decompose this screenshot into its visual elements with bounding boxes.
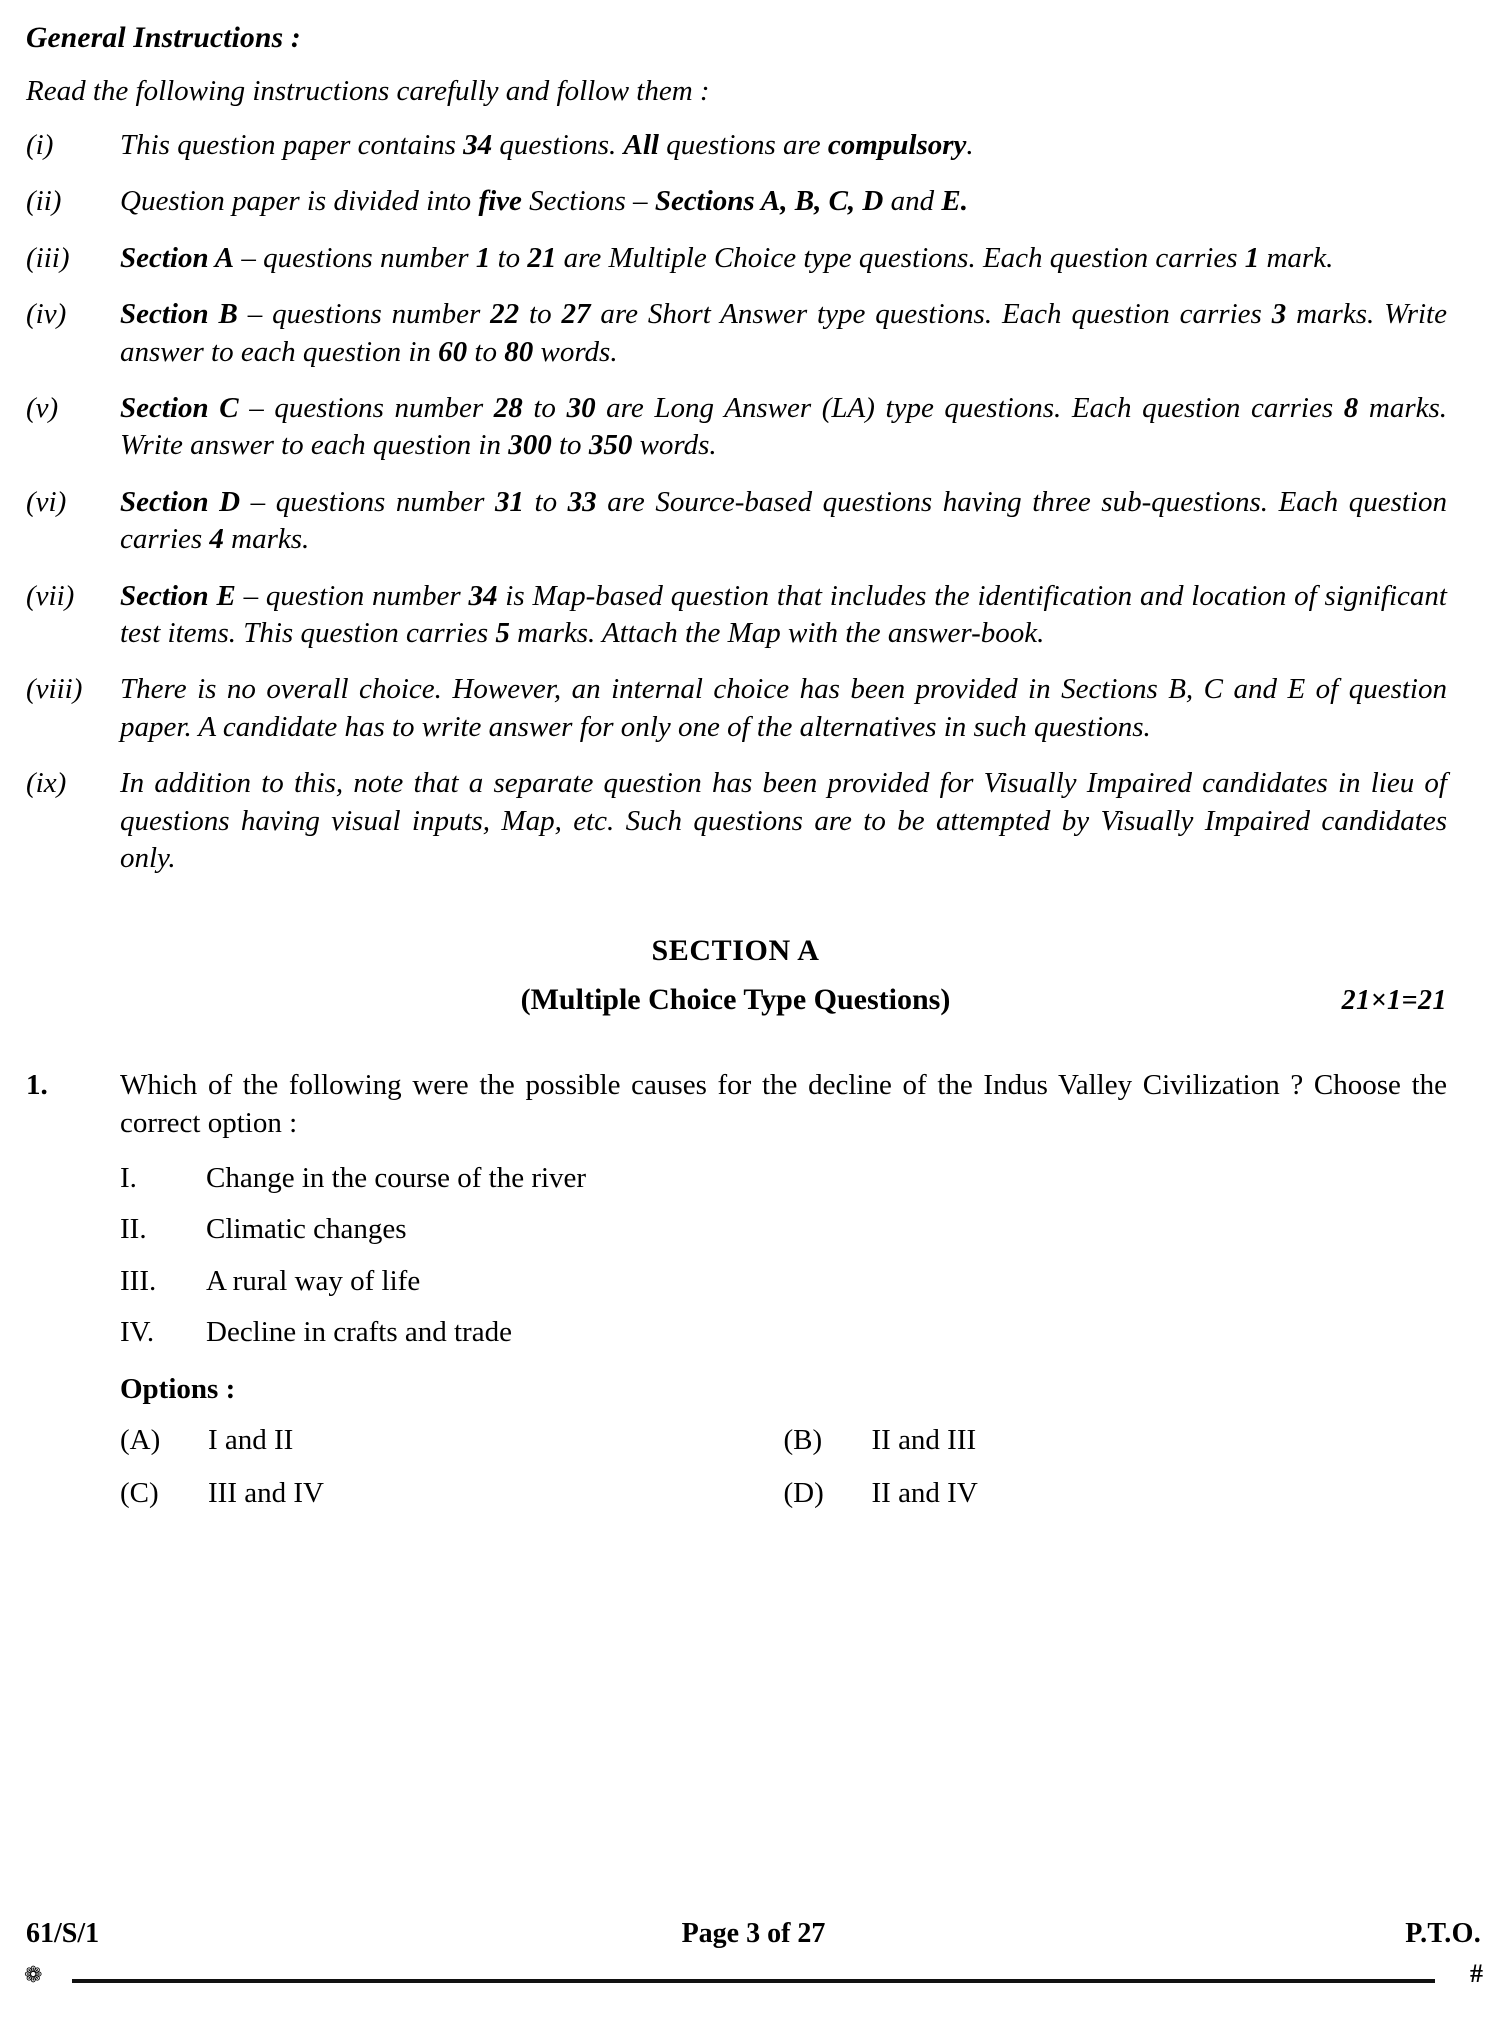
text-run: Section C xyxy=(120,392,239,425)
flower-mark-icon: ❁ xyxy=(24,1962,43,1987)
question-number: 1. xyxy=(26,1068,48,1101)
text-run: is Map-based question that includes the identification and location of significant test items. This question carries xyxy=(120,579,1447,650)
text-run: mark. xyxy=(1259,241,1334,274)
instruction-marker: (vi) xyxy=(26,485,67,518)
text-run: 1 xyxy=(1244,241,1260,274)
option-c[interactable] xyxy=(120,1474,784,1513)
text-run: – question number xyxy=(235,579,469,612)
option-text: II and III xyxy=(871,1424,977,1457)
question-roman-item xyxy=(120,1159,1447,1198)
text-run: Sections – xyxy=(521,185,655,218)
text-run: and xyxy=(883,185,942,218)
text-run: are Short Answer type questions. Each question carries xyxy=(590,298,1272,331)
text-run: words. xyxy=(632,429,717,462)
roman-text: Climatic changes xyxy=(206,1213,407,1246)
text-run: to xyxy=(490,241,528,274)
instruction-item xyxy=(24,390,1447,465)
instruction-marker: (v) xyxy=(26,392,59,425)
roman-label: III. xyxy=(120,1264,157,1297)
option-a[interactable] xyxy=(120,1421,784,1460)
text-run: questions are xyxy=(658,129,828,161)
text-run: questions. xyxy=(492,129,624,161)
footer-divider xyxy=(72,1979,1435,1983)
option-d[interactable] xyxy=(784,1474,1448,1513)
text-run: 300 xyxy=(508,429,552,462)
instruction-marker: (ii) xyxy=(26,185,62,218)
text-run: Section D xyxy=(120,485,241,518)
instruction-item xyxy=(24,578,1447,653)
options-label: Options : xyxy=(120,1372,236,1405)
roman-label: I. xyxy=(120,1161,137,1194)
option-text: I and II xyxy=(208,1424,294,1457)
instruction-marker: (iii) xyxy=(26,241,70,274)
instruction-text xyxy=(120,183,1447,220)
text-run: to xyxy=(551,429,589,462)
text-run: to xyxy=(467,335,505,368)
hash-mark-icon: # xyxy=(1470,1959,1483,1988)
options-grid xyxy=(120,1421,1447,1512)
options-row xyxy=(120,1421,1447,1460)
text-run: 27 xyxy=(561,298,591,331)
text-run: 3 xyxy=(1271,298,1287,331)
instruction-text xyxy=(120,296,1447,371)
text-run: 28 xyxy=(493,392,523,425)
text-run: – questions number xyxy=(238,392,494,425)
instruction-marker: (vii) xyxy=(26,579,75,612)
instruction-text xyxy=(120,484,1447,559)
instruction-marker: (iv) xyxy=(26,298,67,331)
instruction-item xyxy=(24,183,1447,220)
instructions-list xyxy=(24,127,1447,878)
text-run: 5 xyxy=(495,617,510,650)
text-run: marks. Write answer to each question in xyxy=(120,392,1448,462)
text-run: 21 xyxy=(527,241,557,274)
question-body xyxy=(120,1066,1447,1513)
question-stem: Which of the following were the possible causes for the decline of the Indus Valley Civilization ? Choose the correct option : xyxy=(120,1068,1447,1140)
text-run: . xyxy=(966,129,974,161)
paper-code: 61/S/1 xyxy=(26,1918,100,1949)
option-label: (D) xyxy=(783,1477,824,1509)
text-run: 60 xyxy=(438,335,468,368)
text-run: All xyxy=(623,129,659,161)
question-roman-item xyxy=(120,1313,1447,1352)
roman-label: IV. xyxy=(120,1316,155,1349)
text-run: are Source-based questions having three sub-questions. Each question carries xyxy=(120,485,1447,556)
text-run: This question paper contains xyxy=(120,129,464,161)
option-text: III and IV xyxy=(208,1477,324,1509)
instruction-text xyxy=(120,765,1447,877)
general-instructions-lead: Read the following instructions carefully and follow them : xyxy=(26,75,710,107)
text-run: – questions number xyxy=(237,298,491,331)
roman-text: Change in the course of the river xyxy=(206,1161,587,1194)
footer-row xyxy=(24,1918,1483,1954)
question-roman-list xyxy=(120,1159,1447,1352)
option-label: (A) xyxy=(120,1424,161,1457)
instruction-text xyxy=(120,127,1447,164)
section-marks: 21×1=21 xyxy=(1341,984,1447,1016)
instruction-item xyxy=(24,240,1447,277)
instruction-marker: (viii) xyxy=(26,673,83,706)
instruction-text xyxy=(120,578,1447,653)
question-roman-item xyxy=(120,1210,1447,1249)
text-run: 1 xyxy=(475,241,491,274)
text-run: marks. Write answer to each question in xyxy=(120,298,1447,368)
option-label: (B) xyxy=(783,1424,823,1457)
instruction-item xyxy=(24,484,1447,559)
footer-rule-row xyxy=(24,1959,1483,1988)
text-run: 350 xyxy=(588,429,633,462)
roman-text: A rural way of life xyxy=(206,1264,421,1297)
question-roman-item xyxy=(120,1262,1447,1301)
text-run: to xyxy=(519,298,562,331)
option-text: II and IV xyxy=(871,1477,978,1509)
options-row xyxy=(120,1474,1447,1513)
text-run: – questions number xyxy=(234,241,476,274)
text-run: 33 xyxy=(567,485,597,518)
instruction-item xyxy=(24,671,1447,746)
section-subtitle: (Multiple Choice Type Questions) xyxy=(520,982,951,1016)
page-number: Page 3 of 27 xyxy=(681,1918,826,1949)
instruction-marker: (ix) xyxy=(26,767,67,800)
text-run: 8 xyxy=(1343,392,1359,425)
text-run: 30 xyxy=(566,392,596,425)
general-instructions-title: General Instructions : xyxy=(26,22,301,54)
text-run: Section B xyxy=(120,298,238,331)
text-run: to xyxy=(522,392,567,425)
instruction-item xyxy=(24,127,1447,164)
text-run: 34 xyxy=(468,579,498,612)
text-run: five xyxy=(478,185,522,218)
instruction-marker: (i) xyxy=(26,129,54,161)
roman-text: Decline in crafts and trade xyxy=(206,1316,512,1349)
text-run: words. xyxy=(533,335,618,368)
option-b[interactable] xyxy=(784,1421,1448,1460)
section-subtitle-row xyxy=(24,983,1447,1017)
text-run: Section E xyxy=(120,579,236,612)
text-run: compulsory xyxy=(827,129,967,161)
instruction-item xyxy=(24,296,1447,371)
text-run: E. xyxy=(941,185,968,218)
text-run: marks. xyxy=(223,523,310,556)
text-run: Sections A, B, C, D xyxy=(654,185,884,218)
instruction-item xyxy=(24,765,1447,877)
text-run: 34 xyxy=(463,129,493,161)
text-run: Question paper is divided into xyxy=(120,185,479,218)
text-run: marks. Attach the Map with the answer-book. xyxy=(509,617,1045,650)
text-run: 22 xyxy=(490,298,520,331)
section-title: SECTION A xyxy=(651,933,820,967)
page-footer xyxy=(24,1918,1483,1988)
text-run: There is no overall choice. However, an internal choice has been provided in Sections B, C and E of question paper. A candidate has to write answer for only one of the alternatives in such questions. xyxy=(120,673,1447,743)
text-run: 80 xyxy=(504,335,534,368)
text-run: Section A xyxy=(120,241,235,274)
text-run: 31 xyxy=(494,485,524,518)
question-1 xyxy=(24,1066,1447,1513)
roman-label: II. xyxy=(120,1213,147,1246)
option-label: (C) xyxy=(120,1477,159,1509)
pto-label: P.T.O. xyxy=(1405,1918,1481,1949)
instruction-text xyxy=(120,671,1447,746)
text-run: are Long Answer (LA) type questions. Each question carries xyxy=(595,392,1344,425)
text-run: to xyxy=(523,485,568,518)
text-run: – questions number xyxy=(240,485,495,518)
instruction-text xyxy=(120,390,1447,465)
text-run: In addition to this, note that a separate question has been provided for Visually Impaired candidates in lieu of questions having visual inputs, Map, etc. Such questions are to be attempted by Visually Impaired candidates only. xyxy=(120,767,1447,875)
section-heading-block xyxy=(24,934,1447,1017)
text-run: are Multiple Choice type questions. Each question carries xyxy=(556,241,1245,274)
instruction-text xyxy=(120,240,1447,277)
text-run: 4 xyxy=(209,523,224,556)
